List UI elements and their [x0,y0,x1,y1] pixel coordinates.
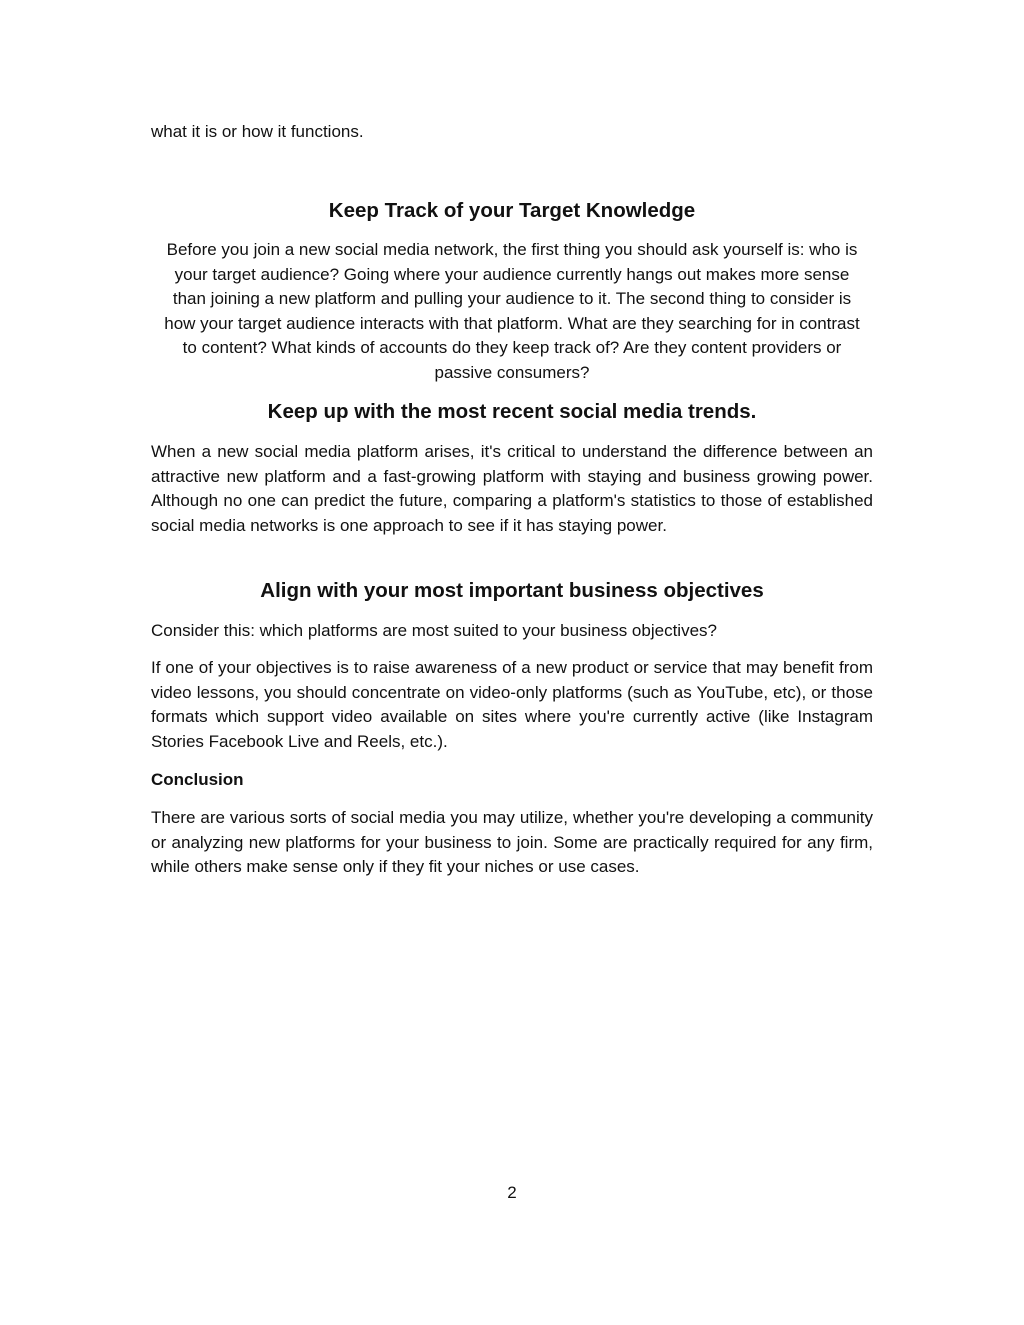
section-paragraph-business-objectives-2: If one of your objectives is to raise awareness of a new product or service that may benefit from video lessons, you should concentrate on video-only platforms (such as YouTube, etc), or those formats which support video available on sites where you're currently active (like Instagram Stories Facebook Live and Reels, etc.). [151,658,873,751]
section-paragraph-target-knowledge: Before you join a new social media network, the first thing you should ask yourself is: who is your target audience? Going where your audience currently hangs out makes more sense than joining a new platform and pulling your audience to it. The second thing to consider is how your target audience interacts with that platform. What are they searching for in contrast to content? What kinds of accounts do they keep track of? Are they content providers or passive consumers? [164,240,860,382]
section-paragraph-social-trends: When a new social media platform arises, it's critical to understand the difference between an attractive new platform and a fast-growing platform with staying and business growing power. Although no one can predict the future, comparing a platform's statistics to those of established social media networks is one approach to see if it has staying power. [151,442,873,535]
section-heading-business-objectives: Align with your most important business objectives [260,579,764,602]
section-heading-social-trends: Keep up with the most recent social media trends. [267,400,757,423]
continuation-text: what it is or how it functions. [151,122,364,141]
conclusion-paragraph: There are various sorts of social media you may utilize, whether you're developing a community or analyzing new platforms for your business to join. Some are practically required for any firm, while others make sense only if they fit your niches or use cases. [151,808,873,876]
section-paragraph-business-objectives-1: Consider this: which platforms are most suited to your business objectives? [151,621,717,640]
section-heading-target-knowledge: Keep Track of your Target Knowledge [328,199,696,222]
conclusion-heading: Conclusion [151,770,244,789]
page-number: 2 [507,1183,517,1202]
